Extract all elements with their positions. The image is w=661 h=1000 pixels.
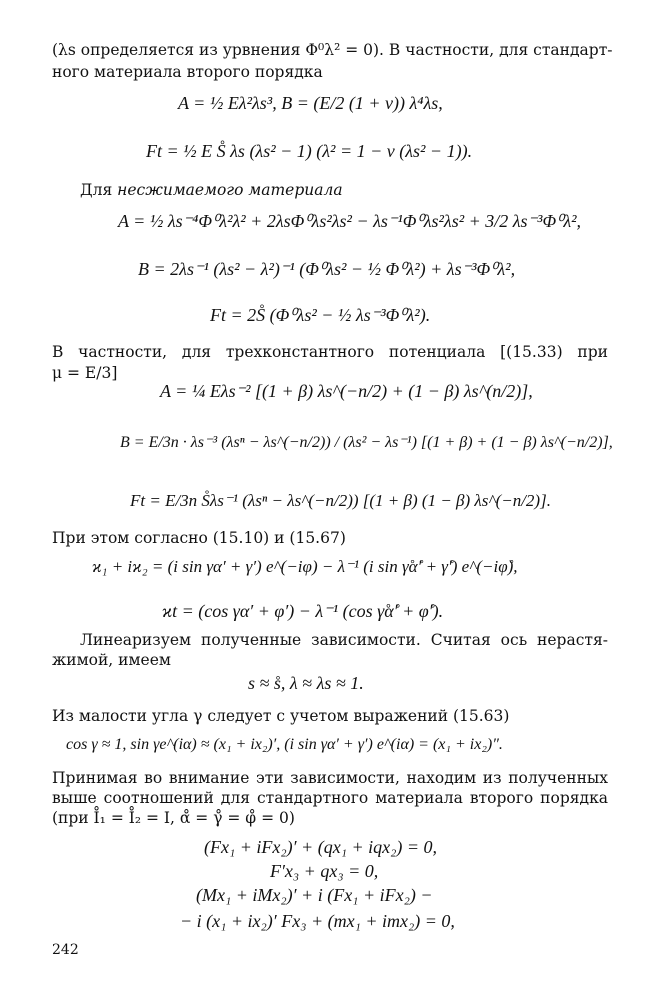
equation-kappa1: ϰ₁ + iϰ₂ = (i sin γα′ + γ′) e^(−iφ) − λ⁻¹ (i sin γ̊α̊′ + γ̊′) e^(−iφ̊), [92, 557, 518, 576]
equation-b-three-const: B = E/3n · λs⁻³ (λsⁿ − λs^(−n/2)) / (λs² − λs⁻¹) [(1 + β) + (1 − β) λs^(−n/2)], [120, 434, 613, 451]
equation-ft-standard: Ft = ½ E S̊ λs (λs² − 1) (λ² = 1 − ν (λs² − 1)). [146, 141, 473, 161]
linearize-line-2: жимой, имеем [52, 651, 171, 669]
equation-final-2: F′x₃ + qx₃ = 0, [270, 861, 379, 881]
intro-line-2: ного материала второго порядка [52, 63, 323, 81]
equation-s-approx: s ≈ s̊, λ ≈ λs ≈ 1. [248, 673, 364, 693]
equation-ft-three-const: Ft = E/3n S̊λs⁻¹ (λsⁿ − λs^(−n/2)) [(1 + β) (1 − β) λs^(−n/2)]. [130, 491, 551, 510]
page-number: 242 [52, 942, 79, 958]
linearize-line-1: Линеаризуем полученные зависимости. Считая ось нерастя- [80, 631, 608, 649]
equation-cos-gamma: cos γ ≈ 1, sin γe^(iα) ≈ (x₁ + ix₂)′, (i sin γα′ + γ′) e^(iα) = (x₁ + ix₂)″. [66, 736, 503, 753]
taking-line-3: (при I̊₁ = I̊₂ = I, α̊ = γ̊ = φ̊ = 0) [52, 809, 295, 827]
equation-final-3: (Mx₁ + iMx₂)′ + i (Fx₁ + iFx₂) − [196, 885, 433, 905]
according-line: При этом согласно (15.10) и (15.67) [52, 529, 346, 547]
smallness-line: Из малости угла γ следует с учетом выражений (15.63) [52, 707, 510, 725]
taking-line-2: выше соотношений для стандартного материала второго порядка [52, 789, 608, 807]
taking-line-1: Принимая во внимание эти зависимости, находим из полученных [52, 769, 608, 787]
equation-ft-incompressible: Ft = 2S̊ (Φ⁰λs² − ½ λs⁻³Φ⁰λ²). [210, 305, 431, 325]
intro-line-1: (λs определяется из урвнения Φ⁰λ² = 0). В частности, для стандарт- [52, 41, 613, 59]
equation-a-three-const: A = ¼ Eλs⁻² [(1 + β) λs^(−n/2) + (1 − β) λs^(n/2)], [160, 381, 533, 401]
equation-a-incompressible: A = ½ λs⁻⁴Φ⁰λ²λ² + 2λsΦ⁰λs²λs² − λs⁻¹Φ⁰λs²λs² + 3/2 λs⁻³Φ⁰λ², [118, 211, 582, 231]
equation-a-b-standard: A = ½ Eλ²λs³, B = (E/2 (1 + ν)) λ⁴λs, [178, 93, 443, 113]
three-const-line-1: В частности, для трехконстантного потенциала [(15.33) при [52, 343, 608, 361]
equation-b-incompressible: B = 2λs⁻¹ (λs² − λ²)⁻¹ (Φ⁰λs² − ½ Φ⁰λ²) + λs⁻³Φ⁰λ², [138, 259, 516, 279]
incompressible-prefix: Для [80, 181, 118, 199]
equation-final-1: (Fx₁ + iFx₂)′ + (qx₁ + iqx₂) = 0, [204, 837, 437, 857]
incompressible-italic: несжимаемого материала [117, 181, 343, 199]
equation-final-4: − i (x₁ + ix₂)′ Fx₃ + (mx₁ + imx₂) = 0, [180, 911, 455, 931]
three-const-line-2: μ = E/3] [52, 364, 118, 382]
incompressible-heading [80, 180, 343, 200]
equation-kappat: ϰt = (cos γα′ + φ′) − λ⁻¹ (cos γ̊α̊′ + φ̊′). [162, 601, 444, 621]
